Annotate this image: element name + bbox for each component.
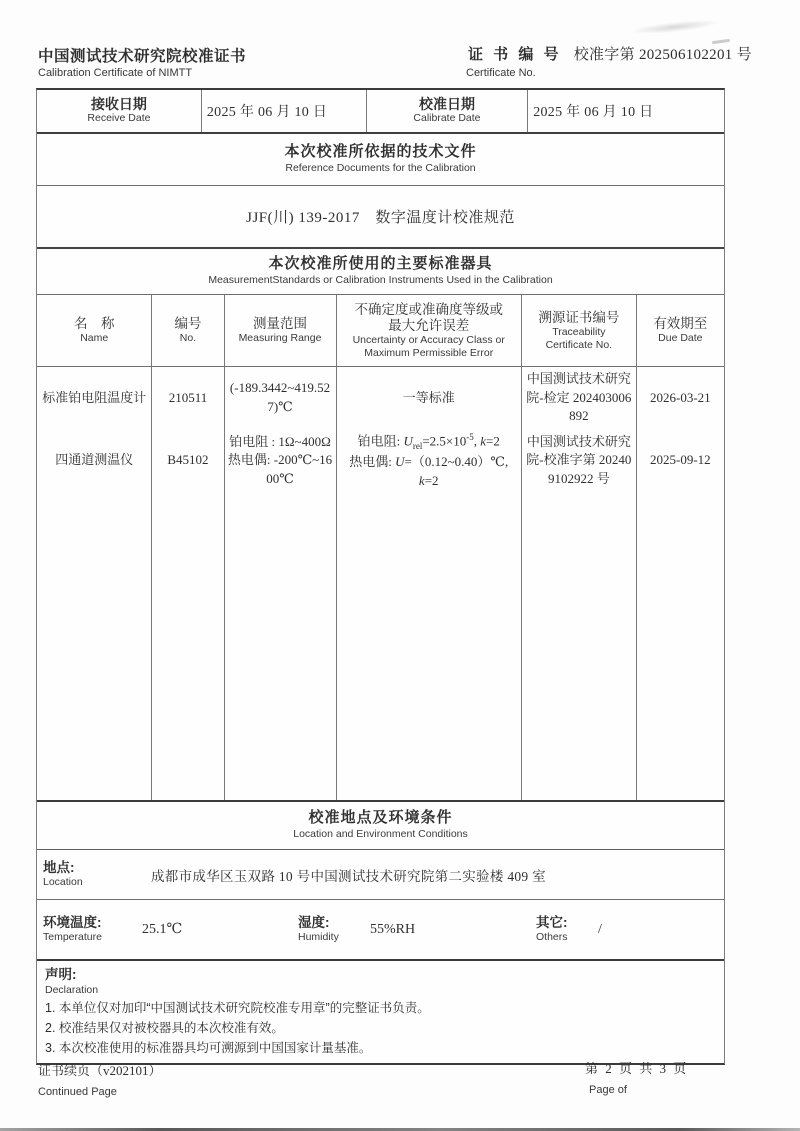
filler-cell	[152, 493, 224, 800]
location-section-title-cn: 校准地点及环境条件	[308, 809, 453, 827]
declaration-title-en: Declaration	[45, 984, 99, 997]
standards-section-title-en: MeasurementStandards or Calibration Instruments Used in the Calibration	[208, 274, 553, 287]
footer-continued-page-cn: 证书续页（v202101）	[38, 1063, 162, 1078]
footer-continued-page-en: Continued Page	[38, 1086, 117, 1098]
receive-date-value: 2025 年 06 月 10 日	[206, 105, 328, 120]
doc-title-cn: 中国测试技术研究院校准证书	[38, 48, 247, 65]
dates-table	[37, 90, 724, 134]
row2-uncertainty-cell	[337, 429, 522, 493]
row2-uncertainty-line3: k=2	[418, 472, 439, 488]
footer-page-number-cn: 第 2 页 共 3 页	[585, 1061, 689, 1076]
col-header-traceability-en2: Certificate No.	[545, 338, 613, 351]
receive-date-label-en: Receive Date	[87, 112, 151, 125]
col-header-due	[637, 295, 724, 366]
col-header-range-en: Measuring Range	[238, 332, 322, 345]
humidity-label	[292, 915, 368, 944]
row1-name: 标准铂电阻温度计	[42, 389, 147, 405]
col-header-uncertainty-cn1: 不确定度或准确度等级或	[354, 301, 503, 317]
filler-cell	[637, 493, 724, 800]
location-section-header	[37, 802, 724, 850]
declaration-item: 1. 本单位仅对加印“中国测试技术研究院校准专用章”的完整证书负责。	[45, 1000, 430, 1015]
col-header-name-en: Name	[80, 332, 109, 345]
location-value: 成都市成华区玉双路 10 号中国测试技术研究院第二实验楼 409 室	[151, 868, 546, 884]
row1-due-cell	[637, 367, 724, 429]
certificate-number-value: 校准字第 202506102201 号	[573, 47, 752, 63]
filler-cell	[37, 493, 152, 800]
reference-section-title-cn: 本次校准所依据的技术文件	[284, 143, 477, 161]
filler-cell	[225, 493, 337, 800]
col-header-no-cn: 编号	[174, 316, 202, 332]
location-label-en: Location	[43, 875, 83, 888]
location-label	[37, 860, 115, 889]
humidity-label-en: Humidity	[298, 930, 339, 943]
row2-no: B45102	[167, 452, 209, 468]
row2-traceability-cell	[522, 429, 637, 493]
col-header-traceability	[522, 295, 637, 366]
reference-section-header	[37, 134, 724, 186]
standards-section-title-cn: 本次校准所使用的主要标准器具	[268, 255, 493, 273]
row1-range-cell	[225, 367, 337, 429]
col-header-no-en: No.	[179, 332, 197, 345]
col-header-range	[225, 295, 337, 366]
row1-due: 2026-03-21	[649, 389, 711, 405]
temperature-label	[37, 915, 138, 944]
scan-smudge	[630, 17, 721, 36]
calibrate-date-value-cell	[528, 90, 724, 132]
col-header-uncertainty-en: Uncertainty or Accuracy Class or Maximum Permissible Error	[352, 334, 505, 359]
calibrate-date-label-cn: 校准日期	[418, 96, 475, 113]
temperature-label-cn: 环境温度:	[43, 915, 102, 931]
page-header	[0, 0, 800, 88]
reference-document-value: JJF(川) 139-2017 数字温度计校准规范	[246, 210, 515, 226]
row2-range-cell	[225, 429, 337, 493]
calibrate-date-label-cell	[367, 90, 528, 132]
row2-name: 四通道测温仪	[55, 452, 134, 468]
footer-page-number-en: Page of	[589, 1084, 627, 1096]
col-header-traceability-en1: Traceability	[552, 326, 606, 338]
col-header-due-cn: 有效期至	[653, 316, 708, 332]
row2-due: 2025-09-12	[649, 452, 711, 468]
standards-section-header	[37, 249, 724, 295]
col-header-uncertainty-cn2: 最大允许误差	[388, 317, 470, 333]
row1-uncertainty: 一等标准	[402, 389, 455, 405]
row1-name-cell	[37, 367, 152, 429]
col-header-uncertainty	[337, 295, 522, 366]
location-row	[37, 850, 724, 900]
row2-uncertainty-line1: 铂电阻: $U_{rel}=2.5\times 10^{-5}$, k=2	[357, 432, 500, 451]
others-label	[530, 915, 598, 944]
row2-range-line2: 热电偶: -200℃~1600℃	[227, 452, 333, 487]
standards-table-body	[37, 367, 724, 802]
reference-section-title-en: Reference Documents for the Calibration	[285, 162, 476, 175]
others-label-en: Others	[536, 930, 568, 943]
receive-date-label-cn: 接收日期	[90, 96, 147, 113]
filler-cell	[522, 493, 637, 800]
row2-traceability: 中国测试技术研究院-校准字第 202409102922 号	[526, 433, 632, 487]
col-header-traceability-cn: 溯源证书编号	[538, 309, 620, 325]
calibrate-date-value: 2025 年 06 月 10 日	[533, 105, 654, 120]
row2-due-cell	[637, 429, 724, 493]
calibrate-date-label-en: Calibrate Date	[413, 112, 481, 125]
declaration-item: 3. 本次校准使用的标准器具均可溯源到中国国家计量基准。	[45, 1041, 372, 1056]
declaration-item: 2. 校准结果仅对被校器具的本次校准有效。	[45, 1021, 284, 1036]
col-header-due-en: Due Date	[658, 332, 703, 345]
humidity-label-cn: 湿度:	[298, 915, 330, 931]
row1-range: (-189.3442~419.527)℃	[229, 380, 331, 414]
row1-no-cell	[152, 367, 224, 429]
row2-uncertainty-line2: 热电偶: U=（0.12~0.40）℃,	[349, 453, 509, 469]
certificate-number-label-en: Certificate No.	[466, 67, 536, 79]
certificate-number-label: 证 书 编 号	[468, 46, 562, 63]
environment-row	[37, 900, 724, 961]
row2-name-cell	[37, 429, 152, 493]
certificate-number-line	[468, 43, 752, 64]
location-label-cn: 地点:	[43, 860, 75, 876]
receive-date-value-cell	[202, 90, 367, 132]
others-value: /	[598, 921, 602, 937]
row2-range-line1: 铂电阻 : 1Ω~400Ω	[229, 433, 331, 449]
row2-no-cell	[152, 429, 224, 493]
row1-uncertainty-cell	[337, 367, 522, 429]
row1-traceability: 中国测试技术研究院-检定 202403006892	[526, 370, 632, 424]
others-label-cn: 其它:	[536, 915, 568, 931]
reference-document-row	[37, 186, 724, 249]
doc-title-en: Calibration Certificate of NIMTT	[38, 67, 193, 79]
row1-traceability-cell	[522, 367, 637, 429]
declaration-section	[37, 961, 724, 1063]
col-header-name-cn: 名 称	[73, 316, 115, 332]
col-header-range-cn: 测量范围	[253, 316, 308, 332]
filler-cell	[337, 493, 522, 800]
standards-table-header	[37, 295, 724, 367]
humidity-value: 55%RH	[370, 921, 416, 937]
col-header-name	[37, 295, 152, 366]
declaration-title-cn: 声明:	[45, 967, 77, 982]
location-section-title-en: Location and Environment Conditions	[293, 828, 468, 841]
row1-no: 210511	[168, 389, 208, 405]
temperature-value: 25.1℃	[142, 922, 183, 937]
temperature-label-en: Temperature	[43, 930, 102, 943]
receive-date-label-cell	[37, 90, 202, 132]
certificate-body	[36, 88, 725, 1065]
col-header-no	[152, 295, 224, 366]
